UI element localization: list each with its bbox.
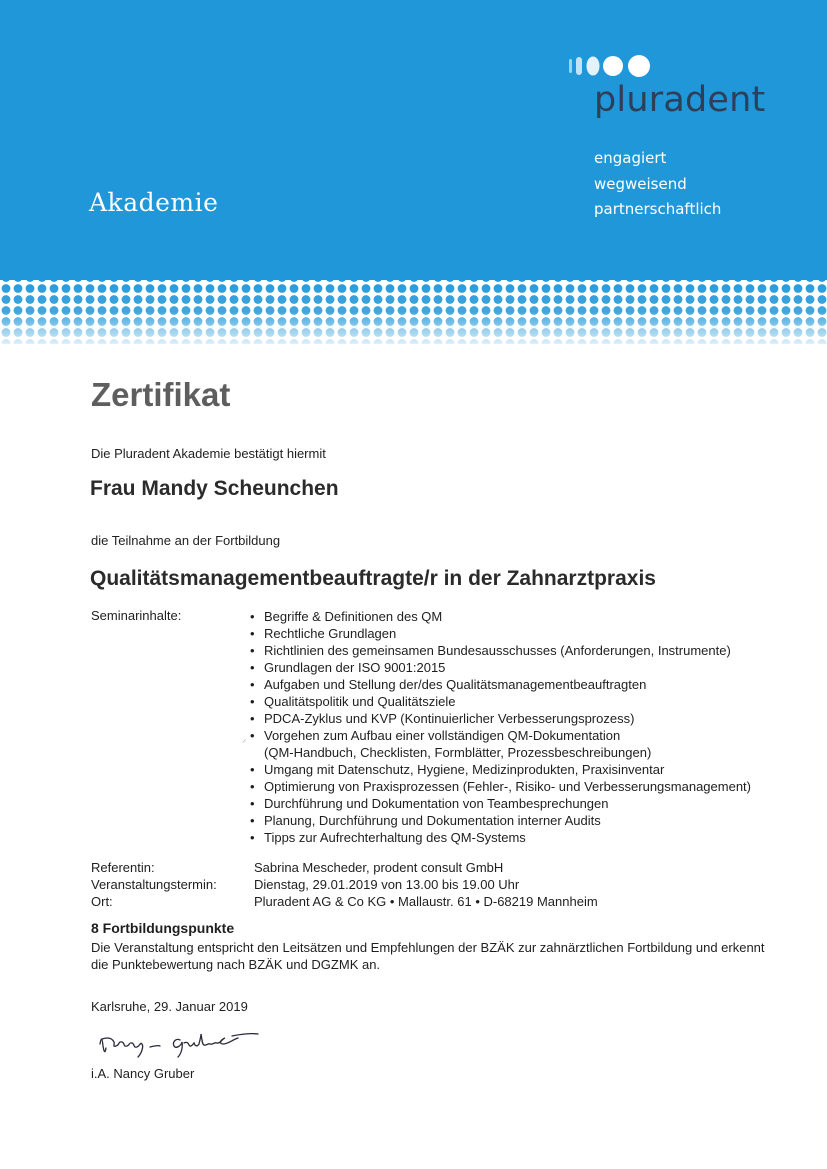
bullet-icon: • — [250, 626, 255, 641]
topic-item: • Richtlinien des gemeinsamen Bundesausschusses (Anforderungen, Instrumente) — [250, 643, 731, 658]
dot-pattern-band — [0, 272, 827, 344]
bullet-icon: • — [250, 677, 255, 692]
topic-item: • Durchführung und Dokumentation von Teambesprechungen — [250, 796, 609, 811]
bullet-icon: • — [250, 694, 255, 709]
place-label: Ort: — [91, 894, 113, 909]
tagline-1: engagiert — [594, 149, 667, 167]
signer-name: i.A. Nancy Gruber — [91, 1066, 195, 1081]
date-label: Veranstaltungstermin: — [91, 877, 217, 892]
intro-text: Die Pluradent Akademie bestätigt hiermit — [91, 446, 326, 461]
course-title: Qualitätsmanagementbeauftragte/r in der Zahnarztpraxis — [90, 567, 656, 590]
bullet-icon: • — [250, 779, 255, 794]
topic-item: • Planung, Durchführung und Dokumentation interner Audits — [250, 813, 601, 828]
signature-icon — [92, 1024, 262, 1064]
date-value: Dienstag, 29.01.2019 von 13.00 bis 19.00 Uhr — [254, 877, 520, 892]
topic-item: • Aufgaben und Stellung der/des Qualitätsmanagementbeauftragten — [250, 677, 647, 692]
seminar-label: Seminarinhalte: — [91, 608, 182, 623]
topic-item: • Grundlagen der ISO 9001:2015 — [250, 660, 446, 675]
header-banner — [0, 0, 827, 280]
speaker-value: Sabrina Mescheder, prodent consult GmbH — [254, 860, 504, 875]
topic-item: • Tipps zur Aufrechterhaltung des QM-Systems — [250, 830, 526, 845]
participation-text: die Teilnahme an der Fortbildung — [91, 533, 281, 548]
logo-dots-icon — [567, 54, 667, 78]
tagline-3: partnerschaftlich — [594, 200, 722, 218]
topic-item: • Begriffe & Definitionen des QM — [250, 609, 443, 624]
topic-item-continuation: (QM-Handbuch, Checklisten, Formblätter, Prozessbeschreibungen) — [264, 745, 652, 760]
bullet-icon: • — [250, 609, 255, 624]
bullet-icon: • — [250, 796, 255, 811]
points-title: 8 Fortbildungspunkte — [91, 920, 235, 936]
bullet-icon: • — [250, 728, 255, 743]
bullet-icon: • — [250, 643, 255, 658]
bullet-icon: • — [250, 813, 255, 828]
seminar-topic-list — [250, 608, 751, 846]
bullet-icon: • — [250, 762, 255, 777]
recipient-name: Frau Mandy Scheunchen — [90, 477, 339, 500]
topic-item: • Rechtliche Grundlagen — [250, 626, 397, 641]
topic-item: • Vorgehen zum Aufbau einer vollständigen QM-Dokumentation — [250, 728, 621, 743]
topic-item: • Optimierung von Praxisprozessen (Fehler-, Risiko- und Verbesserungsmanagement) — [250, 779, 751, 794]
pluradent-logo: pluradent — [594, 80, 766, 120]
bullet-icon: • — [250, 830, 255, 845]
scan-mark: ⸝ — [242, 734, 247, 744]
topic-item: • Umgang mit Datenschutz, Hygiene, Medizinprodukten, Praxisinventar — [250, 762, 665, 777]
certificate-title: Zertifikat — [91, 376, 231, 413]
topic-item: • Qualitätspolitik und Qualitätsziele — [250, 694, 456, 709]
topic-item: • PDCA-Zyklus und KVP (Kontinuierlicher Verbesserungsprozess) — [250, 711, 635, 726]
place-date: Karlsruhe, 29. Januar 2019 — [91, 999, 248, 1014]
bullet-icon: • — [250, 660, 255, 675]
points-text: Die Veranstaltung entspricht den Leitsätzen und Empfehlungen der BZÄK zur zahnärztlichen Fortbildung und erkennt die Punktebewertung nach BZÄK und DGZMK an. — [91, 940, 765, 972]
place-value: Pluradent AG & Co KG • Mallaustr. 61 • D-68219 Mannheim — [254, 894, 598, 909]
tagline-2: wegweisend — [594, 175, 687, 193]
akademie-label: Akademie — [89, 188, 219, 217]
bullet-icon: • — [250, 711, 255, 726]
speaker-label: Referentin: — [91, 860, 155, 875]
